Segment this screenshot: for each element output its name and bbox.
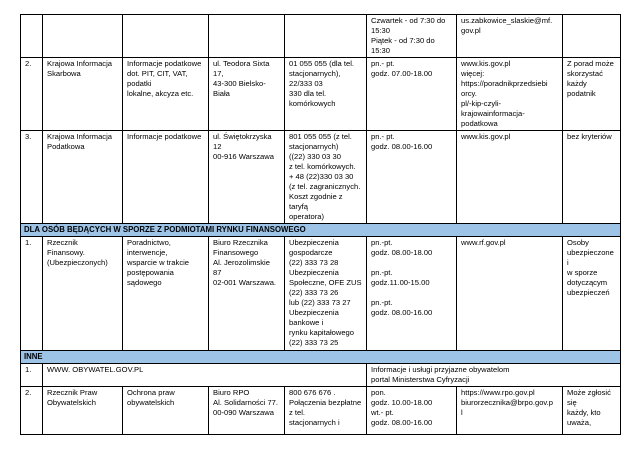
- table-row: [21, 131, 621, 224]
- scope-of-help: Ochrona praw obywatelskich: [123, 387, 209, 435]
- institution-name: Krajowa Informacja Skarbowa: [43, 58, 123, 131]
- phone: [285, 15, 367, 58]
- website-email[interactable]: us.zabkowice_slaskie@mf. gov.pl: [457, 15, 563, 58]
- address: Biuro Rzecznika Finansowego Al. Jerozolimskie 87 02-001 Warszawa.: [209, 237, 285, 351]
- row-number: 1.: [21, 237, 43, 351]
- section-header: INNE: [21, 351, 621, 364]
- institution-name[interactable]: WWW. OBYWATEL.GOV.PL: [43, 364, 367, 387]
- row-number: 2.: [21, 58, 43, 131]
- eligibility-notes: bez kryteriów: [563, 131, 621, 224]
- eligibility-notes: Może zgłosić się każdy, kto uważa,: [563, 387, 621, 435]
- address: ul. Świętokrzyska 12 00-916 Warszawa: [209, 131, 285, 224]
- opening-hours: Czwartek - od 7:30 do 15:30 Piątek - od 7:30 do 15:30: [367, 15, 457, 58]
- phone: 801 055 055 (z tel. stacjonarnych) ((22) 330 03 30 z tel. komórkowych. + 48 (22)330 03 30 (z tel. zagranicznych. Koszt zgodnie z taryfą operatora): [285, 131, 367, 224]
- institution-name: Krajowa Informacja Podatkowa: [43, 131, 123, 224]
- institution-name: [43, 15, 123, 58]
- address: ul. Teodora Sixta 17, 43-300 Bielsko- Biała: [209, 58, 285, 131]
- opening-hours: pn.- pt. godz. 08.00-16.00: [367, 131, 457, 224]
- scope-of-help: [123, 15, 209, 58]
- row-number: 2.: [21, 387, 43, 435]
- website-email[interactable]: www.kis.gov.pl: [457, 131, 563, 224]
- service-description: Informacje i usługi przyjazne obywatelom portal Ministerstwa Cyfryzacji: [367, 364, 621, 387]
- table-row: [21, 387, 621, 435]
- website-email[interactable]: www.kis.gov.pl więcej: https://poradnikprzedsiebi orcy. pl/-kip-czyli- krajowainformacja- podatkowa: [457, 58, 563, 131]
- address: Biuro RPO Al. Solidarności 77. 00-090 Warszawa: [209, 387, 285, 435]
- table-row: [21, 58, 621, 131]
- phone: 01 055 055 (dla tel. stacjonarnych), 22/333 03 330 dla tel. komórkowych: [285, 58, 367, 131]
- legal-aid-table: [20, 14, 621, 435]
- eligibility-notes: [563, 15, 621, 58]
- address: [209, 15, 285, 58]
- website-email[interactable]: www.rf.gov.pl: [457, 237, 563, 351]
- row-number: [21, 15, 43, 58]
- institution-name: Rzecznik Finansowy. (Ubezpieczonych): [43, 237, 123, 351]
- section-header: DLA OSÓB BĘDĄCYCH W SPORZE Z PODMIOTAMI RYNKU FINANSOWEGO: [21, 224, 621, 237]
- phone: Ubezpieczenia gospodarcze (22) 333 73 28 Ubezpieczenia Społeczne, OFE ZUS (22) 333 73 26 lub (22) 333 73 27 Ubezpieczenia bankowe i rynku kapitałowego (22) 333 73 25: [285, 237, 367, 351]
- opening-hours: pn.- pt. godz. 07.00-18.00: [367, 58, 457, 131]
- row-number: 1.: [21, 364, 43, 387]
- eligibility-notes: Z porad może skorzystać każdy podatnik: [563, 58, 621, 131]
- scope-of-help: Informacje podatkowe dot. PIT, CIT, VAT, podatki lokalne, akcyza etc.: [123, 58, 209, 131]
- section-header-row: [21, 351, 621, 364]
- eligibility-notes: Osoby ubezpieczone i w sporze dotyczącym ubezpieczeń: [563, 237, 621, 351]
- table-row: [21, 364, 621, 387]
- opening-hours: pn.-pt. godz. 08.00-18.00 pn.-pt. godz.11.00-15.00 pn.-pt. godz. 08.00-16.00: [367, 237, 457, 351]
- table-row: [21, 237, 621, 351]
- scope-of-help: Poradnictwo, interwencje, wsparcie w trakcie postępowania sądowego: [123, 237, 209, 351]
- phone: 800 676 676 . Połączenia bezpłatne z tel. stacjonarnych i: [285, 387, 367, 435]
- opening-hours: pon. godz. 10.00-18.00 wt.- pt. godz. 08.00-16.00: [367, 387, 457, 435]
- row-number: 3.: [21, 131, 43, 224]
- section-header-row: [21, 224, 621, 237]
- table-row: [21, 15, 621, 58]
- institution-name: Rzecznik Praw Obywatelskich: [43, 387, 123, 435]
- website-email[interactable]: https://www.rpo.gov.pl biurorzecznika@brpo.gov.p l: [457, 387, 563, 435]
- scope-of-help: Informacje podatkowe: [123, 131, 209, 224]
